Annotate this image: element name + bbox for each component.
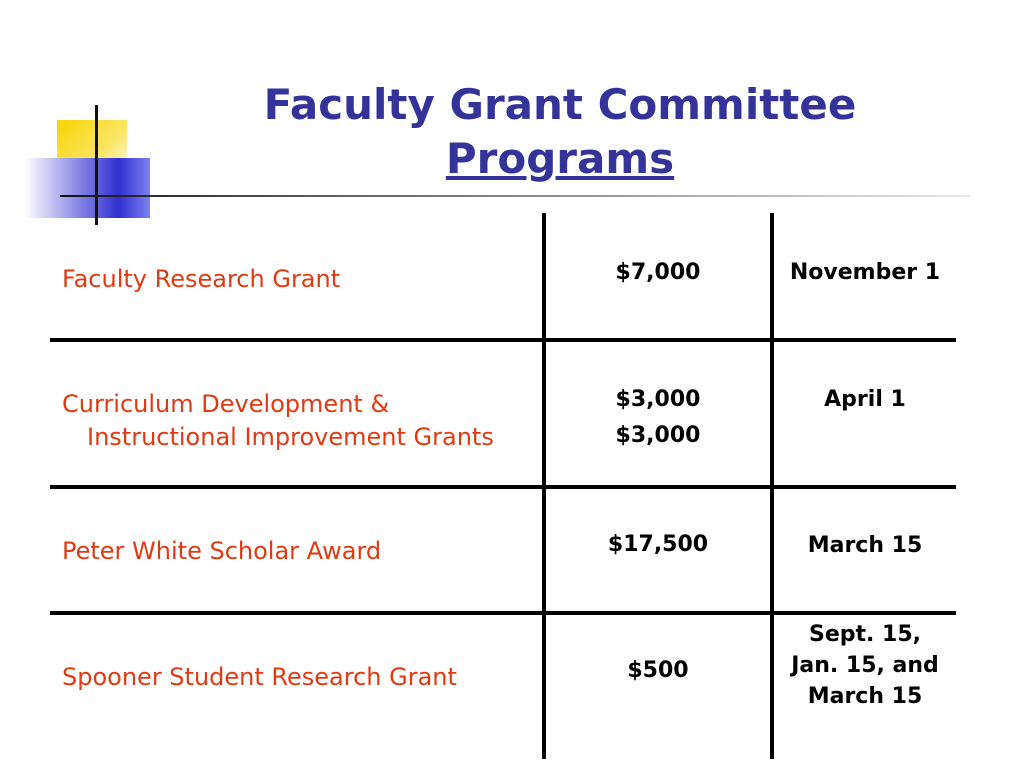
title-line-2: Programs: [445, 134, 675, 183]
program-name-line-2: Instructional Improvement Grants: [87, 423, 494, 451]
program-amount-2: $3,000: [615, 423, 701, 448]
program-amount: $500: [627, 658, 689, 683]
programs-table: [50, 213, 956, 759]
program-name: Faculty Research Grant: [62, 265, 341, 293]
program-deadline: [776, 619, 954, 712]
program-deadline: March 15: [807, 533, 923, 558]
program-amount: $17,500: [607, 532, 709, 557]
program-name: Peter White Scholar Award: [62, 537, 382, 565]
program-deadline-line-3: March 15: [807, 684, 923, 709]
program-name: [62, 388, 494, 454]
program-amount: $7,000: [615, 260, 701, 285]
title-line-1: Faculty Grant Committee: [263, 80, 857, 129]
program-name: Spooner Student Research Grant: [62, 663, 457, 691]
row-divider: [50, 485, 956, 489]
program-deadline-line-2: Jan. 15, and: [791, 653, 939, 678]
program-deadline: November 1: [789, 260, 941, 285]
program-deadline: April 1: [824, 387, 906, 412]
program-name-line-1: Curriculum Development &: [62, 390, 390, 418]
program-amount: [546, 382, 770, 454]
vertical-line-decoration: [95, 105, 98, 225]
program-amount-1: $3,000: [615, 387, 701, 412]
slide-title: [200, 78, 920, 186]
blue-square-decoration: [25, 158, 150, 218]
row-divider: [50, 611, 956, 615]
row-divider: [50, 338, 956, 342]
title-underline-rule: [60, 195, 970, 197]
program-deadline-line-1: Sept. 15,: [808, 622, 922, 647]
